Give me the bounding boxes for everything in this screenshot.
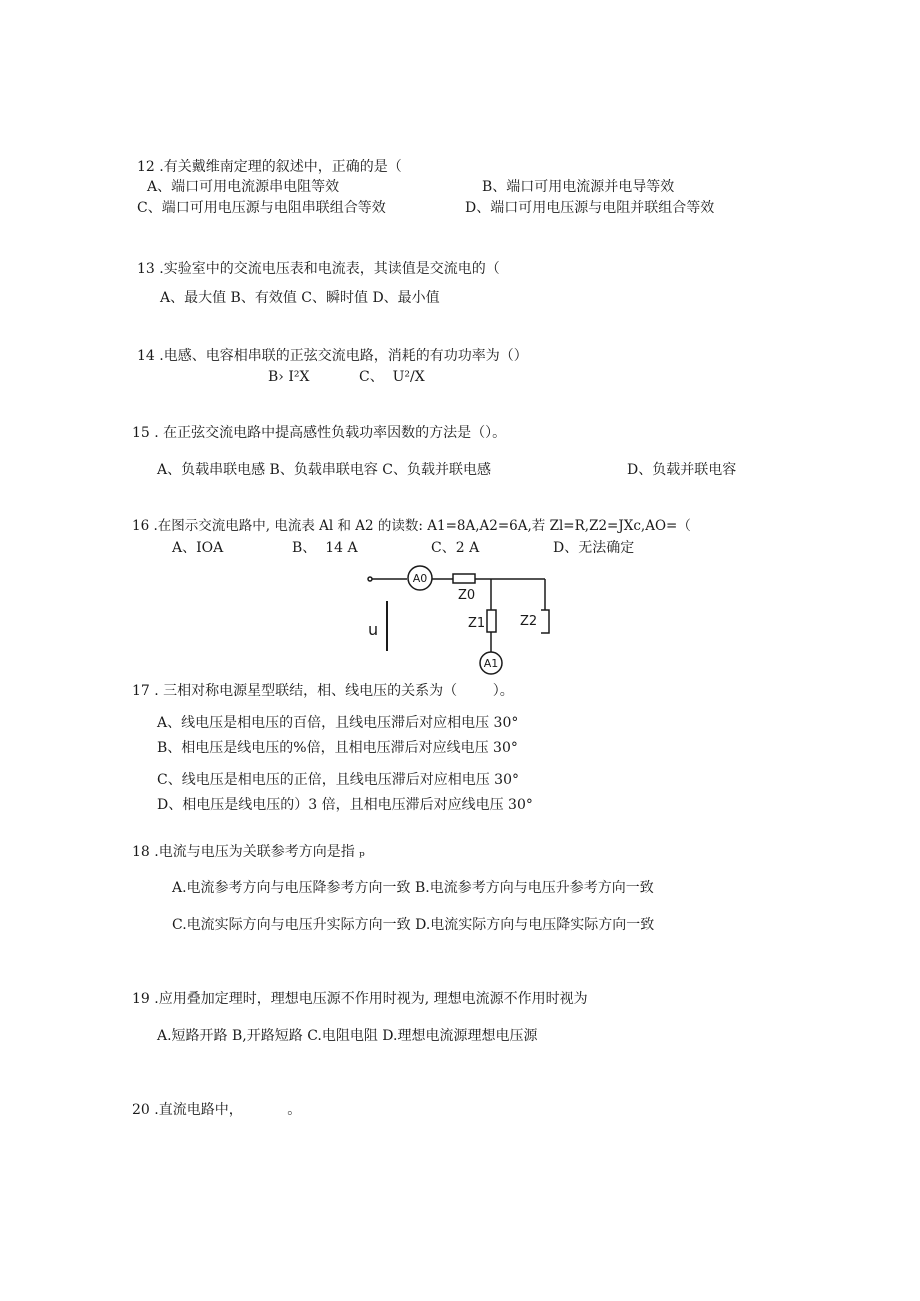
q17-option-d: D、相电压是线电压的）3 倍，且相电压滞后对应线电压 30° <box>157 797 533 813</box>
impedance-z1 <box>487 610 496 632</box>
q14-stem: 14 .电感、电容相串联的正弦交流电路，消耗的有功功率为（） <box>137 348 528 364</box>
q14-option-b: B› I²X <box>268 369 310 385</box>
q16-option-c: C、2 A <box>431 540 480 556</box>
q17-stem: 17 . 三相对称电源星型联结，相、线电压的关系为（ ）。 <box>132 683 514 699</box>
q18-options-ab: A.电流参考方向与电压降参考方向一致 B.电流参考方向与电压升参考方向一致 <box>172 880 654 896</box>
q13-options: A、最大值 B、有效值 C、瞬时值 D、最小值 <box>160 290 440 306</box>
z1-label: Z1 <box>468 616 486 631</box>
q19-options: A.短路开路 B,开路短路 C.电阻电阻 D.理想电流源理想电压源 <box>157 1028 538 1044</box>
q15-options-abc: A、负载串联电感 B、负载串联电容 C、负载并联电感 <box>157 462 492 478</box>
q15-option-d: D、负载并联电容 <box>627 462 737 478</box>
q16-option-b: B、 14 A <box>292 540 358 556</box>
q12-option-a: A、端口可用电流源串电阻等效 <box>147 179 340 195</box>
q14-option-c: C、 U²/X <box>359 369 425 385</box>
q19-stem: 19 .应用叠加定理时，理想电压源不作用时视为, 理想电流源不作用时视为 <box>132 991 588 1007</box>
q17-option-b: B、相电压是线电压的%倍，且相电压滞后对应线电压 30° <box>157 740 518 756</box>
voltage-u-label: u <box>368 620 379 639</box>
z2-label: Z2 <box>520 614 538 629</box>
q16-option-d: D、无法确定 <box>553 540 635 556</box>
q17-option-c: C、线电压是相电压的正倍，且线电压滞后对应相电压 30° <box>157 772 519 788</box>
q16-stem: 16 .在图示交流电路中, 电流表 Al 和 A2 的读数: A1=8A,A2=6A,若 Zl=R,Z2=JXc,AO=（ <box>132 518 691 534</box>
q17-option-a: A、线电压是相电压的百倍，且线电压滞后对应相电压 30° <box>157 715 519 731</box>
q12-option-d: D、端口可用电压源与电阻并联组合等效 <box>465 200 715 216</box>
q12-stem: 12 .有关戴维南定理的叙述中，正确的是（ <box>137 159 402 175</box>
ammeter-a0-label: A0 <box>412 572 428 585</box>
circuit-diagram <box>360 565 560 677</box>
q12-option-b: B、端口可用电流源并电导等效 <box>482 179 675 195</box>
impedance-z2 <box>541 610 549 633</box>
q18-stem: 18 .电流与电压为关联参考方向是指 ₚ <box>132 844 365 860</box>
q13-stem: 13 .实验室中的交流电压表和电流表，其读值是交流电的（ <box>137 261 500 277</box>
q20-stem: 20 .直流电路中， 。 <box>132 1102 302 1118</box>
q15-stem: 15 . 在正弦交流电路中提高感性负载功率因数的方法是（）。 <box>132 425 507 441</box>
q12-option-c: C、端口可用电压源与电阻串联组合等效 <box>137 200 386 216</box>
z0-label: Z0 <box>458 588 476 603</box>
resistor-z0 <box>453 574 475 583</box>
input-terminal <box>368 577 372 581</box>
q16-option-a: A、IOA <box>172 540 224 556</box>
ammeter-a1-label: A1 <box>483 657 499 670</box>
q18-options-cd: C.电流实际方向与电压升实际方向一致 D.电流实际方向与电压降实际方向一致 <box>172 917 655 933</box>
